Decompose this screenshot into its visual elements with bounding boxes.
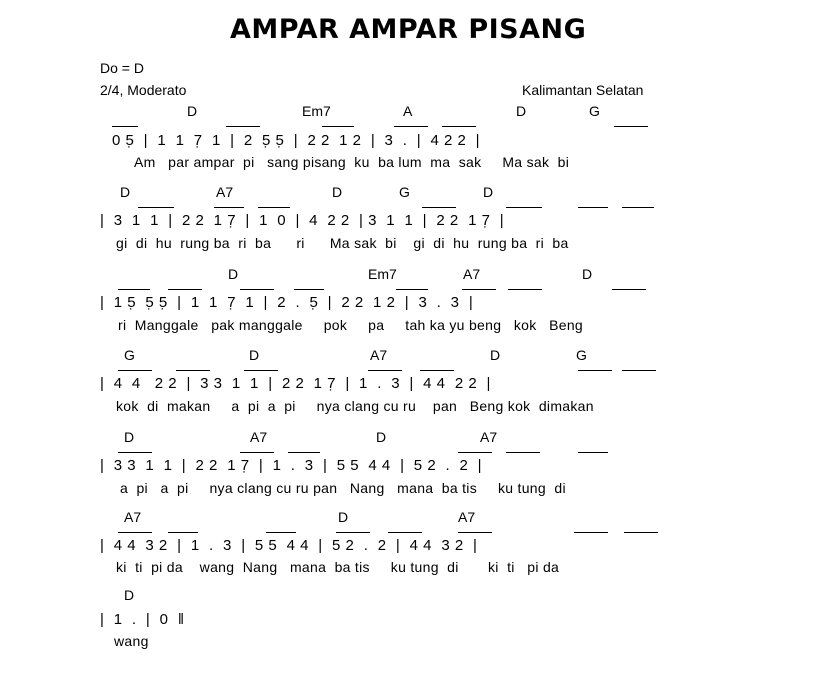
tempo-marking: 2/4, Moderato — [100, 82, 187, 98]
beam-line — [458, 452, 492, 453]
beam-line — [422, 207, 456, 208]
beam-line — [176, 370, 210, 371]
chord-label: D — [124, 587, 135, 603]
beam-line — [118, 452, 152, 453]
beam-line — [266, 532, 296, 533]
beam-line — [396, 289, 428, 290]
beam-line — [458, 532, 492, 533]
notes-line: | 3 1 1 | 2 2 1 7̣ | 1 0 | 4 2 2 | 3 1 1 | 2 2 1 7̣ | — [100, 212, 505, 229]
notes-line: | 3 3 1 1 | 2 2 1 7̣ | 1 . 3 | 5 5 4 4 | 5 2 . 2 | — [100, 457, 483, 474]
notes-line: 0 5̣ | 1 1 7̣ 1 | 2 5̣ 5̣ | 2 2 1 2 | 3 . | 4 2 2 | — [112, 132, 481, 149]
chord-label: A7 — [458, 509, 476, 525]
chord-label: A7 — [463, 266, 481, 282]
beam-line — [336, 532, 370, 533]
beam-line — [578, 370, 612, 371]
beam-line — [578, 452, 608, 453]
lyrics-line: ki ti pi da wang Nang mana ba tis ku tung di ki ti pi da — [116, 559, 560, 575]
beam-line — [240, 289, 274, 290]
beam-line — [322, 126, 354, 127]
beam-line — [368, 370, 402, 371]
chord-label: G — [124, 347, 135, 363]
lyrics-line: wang — [114, 633, 149, 649]
beam-line — [258, 207, 290, 208]
chord-label: A7 — [480, 429, 498, 445]
lyrics-line: Am par ampar pi sang pisang ku ba lum ma sak Ma sak bi — [134, 154, 570, 170]
song-origin: Kalimantan Selatan — [522, 82, 644, 98]
chord-label: D — [338, 509, 349, 525]
chord-label: D — [483, 184, 494, 200]
lyrics-line: gi di hu rung ba ri ba ri Ma sak bi gi di hu rung ba ri ba — [116, 235, 569, 251]
chord-label: D — [249, 347, 260, 363]
beam-line — [244, 370, 278, 371]
chord-label: D — [582, 266, 593, 282]
beam-line — [624, 532, 658, 533]
lyrics-line: a pi a pi nya clang cu ru pan Nang mana ba tis ku tung di — [120, 480, 566, 496]
notes-line: | 4 4 2 2 | 3 3 1 1 | 2 2 1 7̣ | 1 . 3 | 4 4 2 2 | — [100, 375, 491, 392]
beam-line — [462, 289, 496, 290]
beam-line — [578, 207, 608, 208]
notes-line: | 1 . | 0 ‖ — [100, 611, 185, 628]
beam-line — [506, 207, 542, 208]
chord-label: Em7 — [302, 103, 331, 119]
beam-line — [118, 532, 152, 533]
beam-line — [226, 126, 260, 127]
lyrics-line: kok di makan a pi a pi nya clang cu ru pan Beng kok dimakan — [116, 398, 594, 414]
chord-label: G — [576, 347, 587, 363]
beam-line — [138, 207, 174, 208]
chord-label: D — [516, 103, 527, 119]
chord-label: D — [228, 266, 239, 282]
beam-line — [388, 532, 422, 533]
beam-line — [294, 289, 324, 290]
song-title: AMPAR AMPAR PISANG — [230, 14, 587, 45]
beam-line — [118, 370, 152, 371]
chord-label: D — [124, 429, 135, 445]
beam-line — [574, 532, 608, 533]
chord-label: G — [589, 103, 600, 119]
beam-line — [240, 452, 274, 453]
beam-line — [168, 289, 202, 290]
beam-line — [508, 289, 542, 290]
beam-line — [168, 532, 198, 533]
beam-line — [288, 452, 320, 453]
chord-label: A7 — [216, 184, 234, 200]
beam-line — [394, 126, 428, 127]
beam-line — [622, 370, 656, 371]
notes-line: | 4 4 3 2 | 1 . 3 | 5 5 4 4 | 5 2 . 2 | 4 4 3 2 | — [100, 537, 478, 554]
chord-label: D — [120, 184, 131, 200]
notes-line: | 1 5̣ 5̣ 5̣ | 1 1 7̣ 1 | 2 . 5̣ | 2 2 1 2 | 3 . 3 | — [100, 294, 474, 311]
chord-label: Em7 — [368, 266, 397, 282]
chord-label: A7 — [370, 347, 388, 363]
chord-label: D — [187, 103, 198, 119]
chord-label: A7 — [124, 509, 142, 525]
chord-label: D — [490, 347, 501, 363]
beam-line — [622, 207, 654, 208]
lyrics-line: ri Manggale pak manggale pok pa tah ka yu beng kok Beng — [118, 317, 584, 333]
chord-label: D — [376, 429, 387, 445]
beam-line — [442, 126, 476, 127]
beam-line — [420, 370, 454, 371]
chord-label: A7 — [250, 429, 268, 445]
key-signature: Do = D — [100, 60, 144, 76]
beam-line — [112, 126, 138, 127]
chord-label: A — [403, 103, 413, 119]
beam-line — [614, 126, 648, 127]
beam-line — [612, 289, 646, 290]
beam-line — [118, 289, 150, 290]
chord-label: G — [399, 184, 410, 200]
beam-line — [506, 452, 540, 453]
beam-line — [214, 207, 244, 208]
chord-label: D — [332, 184, 343, 200]
